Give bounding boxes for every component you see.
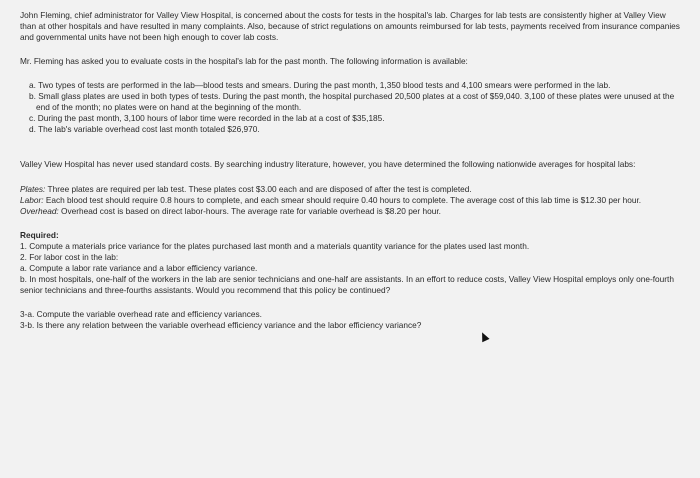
required-item-2b: b. In most hospitals, one-half of the workers in the lab are senior technicians and one-half are assistants. In an effort to reduce costs, Valley View Hospital employs only one-fourth senior technicians and three-fourths assistants. Would you recommend that this policy be continued? (20, 274, 674, 295)
required-heading: Required: (20, 230, 59, 240)
required-block (20, 230, 680, 331)
labor-text: Each blood test should require 0.8 hours to complete, and each smear should require 0.40 hours to complete. The average cost of this lab time is $12.30 per hour. (43, 195, 642, 205)
fact-item-a: a. Two types of tests are performed in the lab—blood tests and smears. During the past month, 1,350 blood tests and 4,100 smears were performed in the lab. (29, 80, 611, 90)
intro-paragraph: John Fleming, chief administrator for Valley View Hospital, is concerned about the costs for tests in the hospital's lab. Charges for lab tests are consistently higher at Valley View than at other hospitals and have resulted in many complaints. Also, because of strict regulations on amounts reimbursed for lab tests, payments received from insurance companies and governmental units have not been high enough to cover lab costs. (20, 10, 680, 42)
plates-text: Three plates are required per lab test. These plates cost $3.00 each and are disposed of after the test is completed. (45, 184, 472, 194)
labor-label: Labor: (20, 195, 44, 205)
required-item-2a: a. Compute a labor rate variance and a labor efficiency variance. (20, 263, 258, 273)
overhead-standard (20, 206, 680, 217)
overhead-label: Overhead: (20, 206, 59, 216)
required-item-1: 1. Compute a materials price variance for the plates purchased last month and a materials quantity variance for the plates used last month. (20, 241, 530, 251)
fact-item-c: c. During the past month, 3,100 hours of labor time were recorded in the lab at a cost of $35,185. (29, 113, 385, 123)
mouse-pointer-icon (478, 331, 489, 343)
labor-standard (20, 195, 680, 206)
fact-item-d: d. The lab's variable overhead cost last month totaled $26,970. (29, 124, 260, 134)
ask-paragraph: Mr. Fleming has asked you to evaluate costs in the hospital's lab for the past month. The following information is available: (20, 56, 468, 66)
plates-label: Plates: (20, 184, 46, 194)
overhead-text: Overhead cost is based on direct labor-hours. The average rate for variable overhead is $8.20 per hour. (58, 206, 441, 216)
required-item-3b: 3-b. Is there any relation between the variable overhead efficiency variance and the labor efficiency variance? (20, 320, 422, 330)
fact-item-b: b. Small glass plates are used in both types of tests. During the past month, the hospital purchased 20,500 plates at a cost of $59,040. 3,100 of these plates were unused at the end of the month; no plates were on hand at the beginning of the month. (29, 91, 675, 112)
standards-block (20, 184, 680, 217)
standards-intro: Valley View Hospital has never used standard costs. By searching industry literature, however, you have determined the following nationwide averages for hospital labs: (20, 159, 636, 169)
plates-standard (20, 184, 680, 195)
facts-list (20, 80, 680, 135)
required-item-2: 2. For labor cost in the lab: (20, 252, 119, 262)
required-item-3a: 3-a. Compute the variable overhead rate and efficiency variances. (20, 309, 262, 319)
